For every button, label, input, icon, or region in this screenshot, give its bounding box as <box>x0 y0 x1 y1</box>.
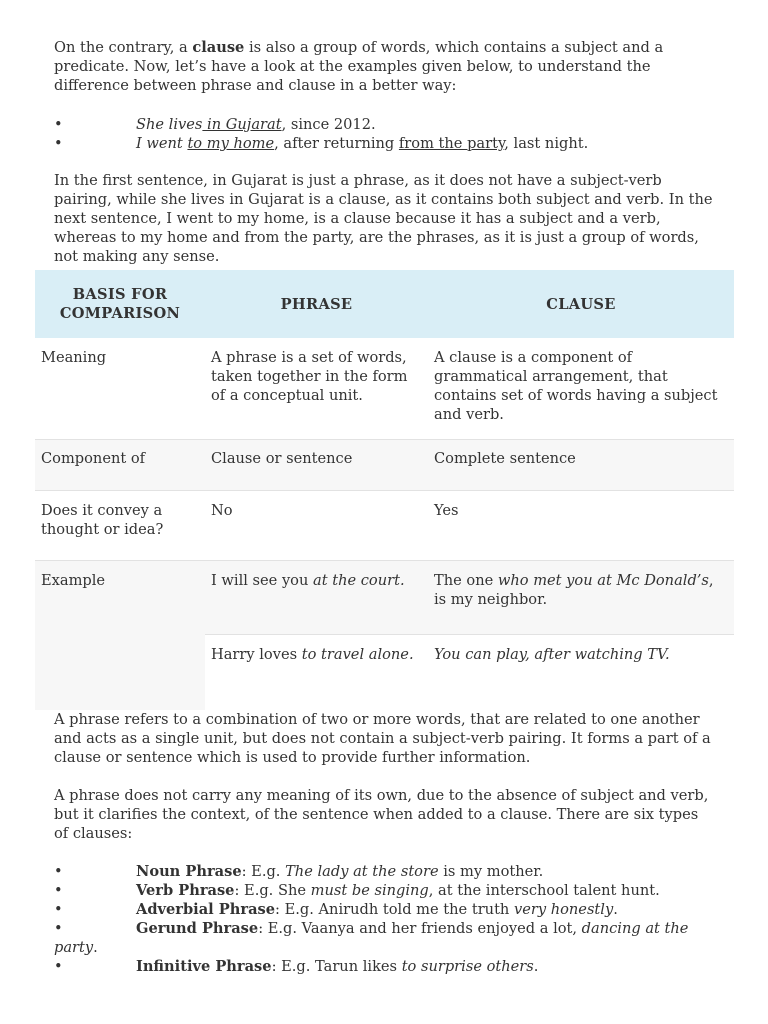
row-basis: Does it convey a thought or idea? <box>41 502 164 538</box>
clause-term: clause <box>192 39 245 56</box>
row-basis: Example <box>41 572 106 589</box>
row-clause: Yes <box>434 502 459 519</box>
row-phrase: A phrase is a set of words, taken together in the form of a conceptual unit. <box>211 349 408 404</box>
row-basis: Meaning <box>41 349 107 366</box>
row-phrase: Harry loves to travel alone. <box>211 646 414 663</box>
comparison-table <box>35 270 734 710</box>
header-clause: CLAUSE <box>428 270 734 338</box>
phrase-context-paragraph: A phrase does not carry any meaning of its own, due to the absence of subject and verb, but it clarifies the context, of the sentence when added to a clause. There are six types of clauses: <box>54 787 709 842</box>
explanation-paragraph: In the first sentence, in Gujarat is just a phrase, as it does not have a subject-verb pairing, while she lives in Gujarat is a clause, as it contains both subject and verb. In the next sentence, I went to my home, is a clause because it has a subject and a verb, whereas to my home and from the party, are the phrases, as it is just a group of words, not making any sense. <box>54 172 713 265</box>
row-basis: Component of <box>41 450 146 467</box>
row-phrase: Clause or sentence <box>211 450 353 467</box>
header-phrase: PHRASE <box>205 270 428 338</box>
row-phrase: No <box>211 502 233 519</box>
header-basis: BASIS FOR COMPARISON <box>35 270 205 338</box>
document-page: On the contrary, a clause is also a group of words, which contains a subject and a predicate. Now, let’s have a look at the examples given below, to understand the difference between phrase and clause in a better way: • She lives in Gujarat, since 2012. • I went to my home, after returning from the party, last night. In the first sentence, in Gujarat is just a phrase, as it does not have a subject-verb pairing, while she lives in Gujarat is a clause, as it contains both subject and verb. In the next sentence, I went to my home, is a clause because it has a subject and a verb, whereas to my home and from the party, are the phrases, as it is just a group of words, not making any sense. BASIS FOR COMPARISON PHRASE CLAUSE Meaning A phrase is a set of words, taken together in the form of a conceptual unit. A clause is a component of grammatical arrangement, that contains set of words having a subject and verb. Component of Clause or sentence Complete sentence Does it convey a thought or idea? No Yes Example I will see you at the court. The one who met you at Mc Donald’s, is my neighbor. Harry loves to travel alone. You can play, after watching TV. A phrase refers to a combination of two or more words, that are related to one another and acts as a single unit, but does not contain a subject-verb pairing. It forms a part of a clause or sentence which is used to provide further information. A phrase does not carry any meaning of its own, due to the absence of subject and verb, but it clarifies the context, of the sentence when added to a clause. There are six types of clauses: • Noun Phrase: E.g. The lady at the store is my mother. • Verb Phrase: E.g. She must be singing, at the interschool talent hunt. • Adverbial Phrase: E.g. Anirudh told me the truth very honestly. • Gerund Phrase: E.g. Vaanya and her friends enjoyed a lot, dancing at the party. • Infinitive Phrase: E.g. Tarun likes to surprise others. <box>0 0 768 1024</box>
intro-paragraph: On the contrary, a clause is also a group of words, which contains a subject and a predicate. Now, let’s have a look at the examples given below, to understand the difference between phrase and clause in a better way: <box>54 39 664 94</box>
row-clause: You can play, after watching TV. <box>434 646 670 663</box>
row-phrase: I will see you at the court. <box>211 572 405 589</box>
phrase-definition-paragraph: A phrase refers to a combination of two or more words, that are related to one another and acts as a single unit, but does not contain a subject-verb pairing. It forms a part of a clause or sentence which is used to provide further information. <box>54 711 711 766</box>
row-clause: The one who met you at Mc Donald’s, is my neighbor. <box>434 572 714 608</box>
row-background <box>35 634 205 710</box>
row-clause: Complete sentence <box>434 450 576 467</box>
row-clause: A clause is a component of grammatical arrangement, that contains set of words having a subject and verb. <box>434 349 718 423</box>
